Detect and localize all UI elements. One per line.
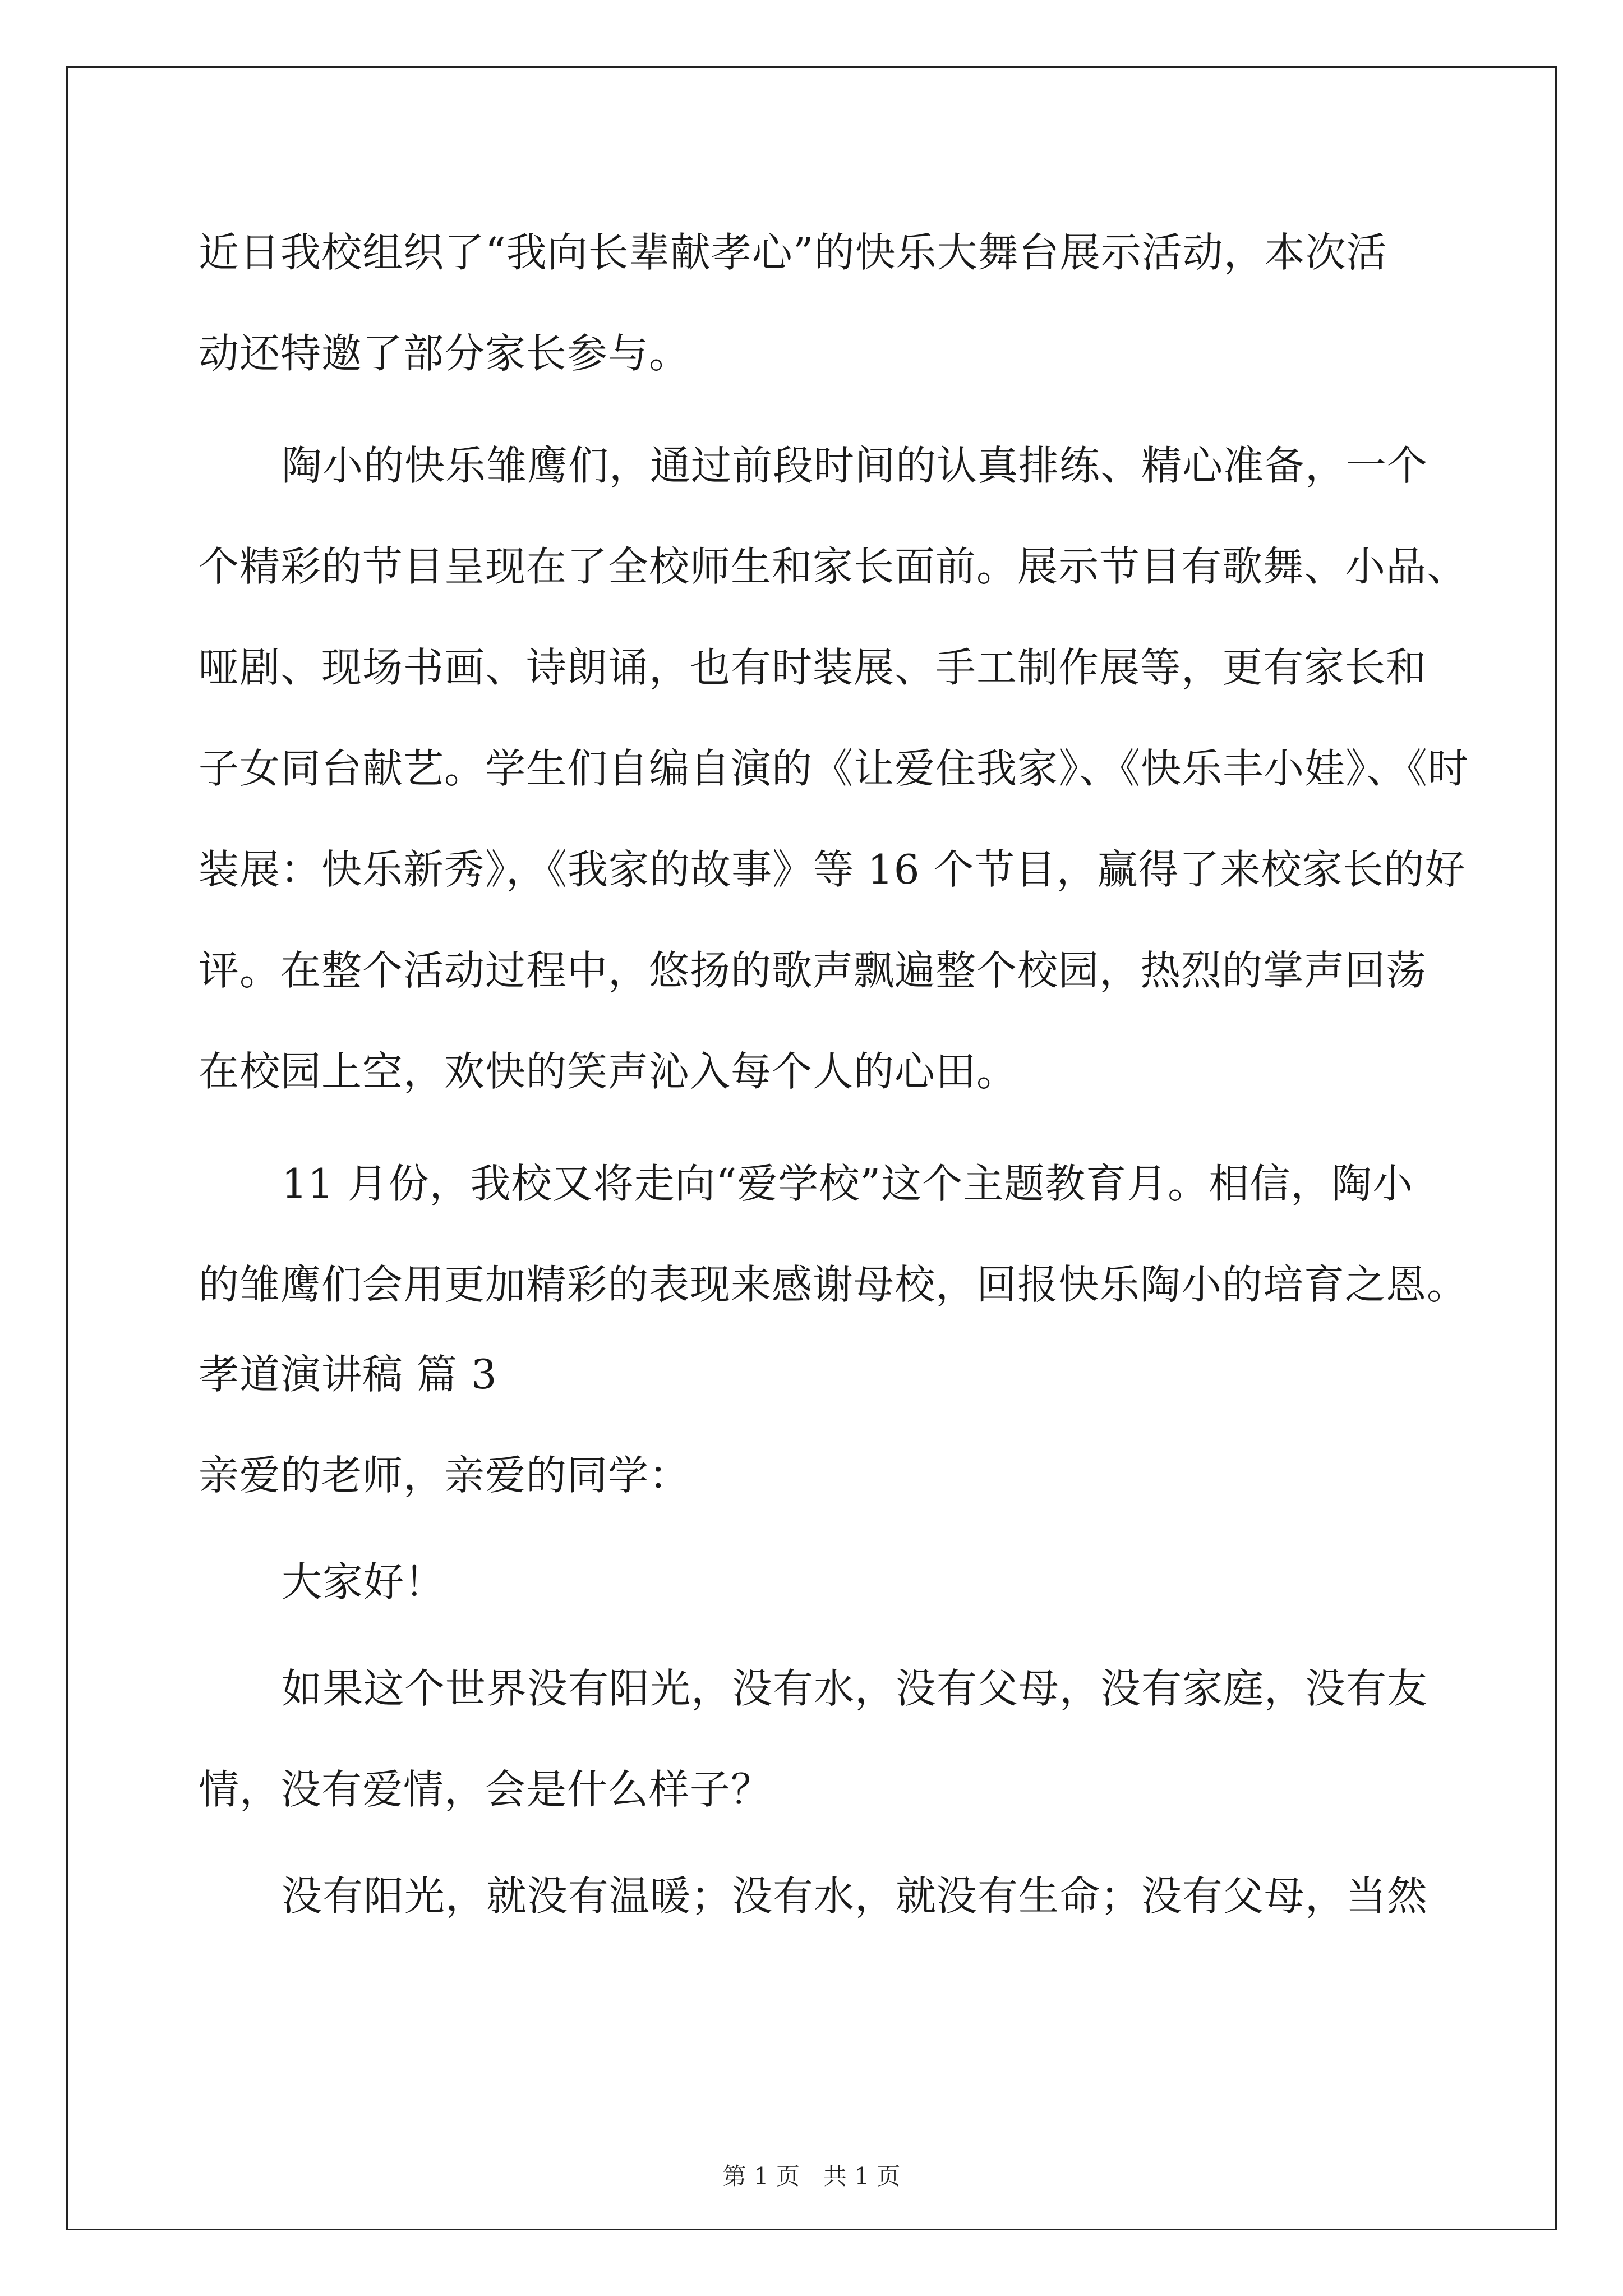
- paragraph-2-line-6: 评。在整个活动过程中，悠扬的歌声飘遍整个校园，热烈的掌声回荡: [199, 947, 1427, 994]
- paragraph-2-line-1: 陶小的快乐雏鹰们，通过前段时间的认真排练、精心准备，一个: [282, 442, 1428, 489]
- salutation: 亲爱的老师，亲爱的同学：: [199, 1452, 690, 1499]
- paragraph-2-line-7: 在校园上空，欢快的笑声沁入每个人的心田。: [199, 1048, 1018, 1095]
- paragraph-2-line-4: 子女同台献艺。学生们自编自演的《让爱住我家》、《快乐丰小娃》、《时: [199, 745, 1469, 792]
- greeting: 大家好！: [282, 1558, 446, 1605]
- section-heading: 孝道演讲稿 篇 3: [199, 1351, 497, 1398]
- paragraph-4-line-2: 情，没有爱情，会是什么样子？: [199, 1766, 772, 1813]
- paragraph-4-line-1: 如果这个世界没有阳光，没有水，没有父母，没有家庭，没有友: [282, 1665, 1428, 1712]
- paragraph-3-line-1: 11 月份，我校又将走向“爱学校”这个主题教育月。相信，陶小: [282, 1160, 1414, 1207]
- paragraph-2-line-2: 个精彩的节目呈现在了全校师生和家长面前。展示节目有歌舞、小品、: [199, 543, 1468, 590]
- paragraph-2-line-3: 哑剧、现场书画、诗朗诵，也有时装展、手工制作展等，更有家长和: [199, 644, 1427, 691]
- paragraph-1-line-1: 近日我校组织了“我向长辈献孝心”的快乐大舞台展示活动，本次活: [199, 229, 1387, 276]
- paragraph-3-line-2: 的雏鹰们会用更加精彩的表现来感谢母校，回报快乐陶小的培育之恩。: [199, 1261, 1468, 1308]
- page-footer: 第 1 页 共 1 页: [722, 2162, 901, 2190]
- paragraph-1-line-2: 动还特邀了部分家长参与。: [199, 330, 690, 377]
- paragraph-2-line-5: 装展：快乐新秀》，《我家的故事》等 16 个节目，赢得了来校家长的好: [199, 846, 1466, 893]
- paragraph-5-line-1: 没有阳光，就没有温暖；没有水，就没有生命；没有父母，当然: [282, 1872, 1428, 1920]
